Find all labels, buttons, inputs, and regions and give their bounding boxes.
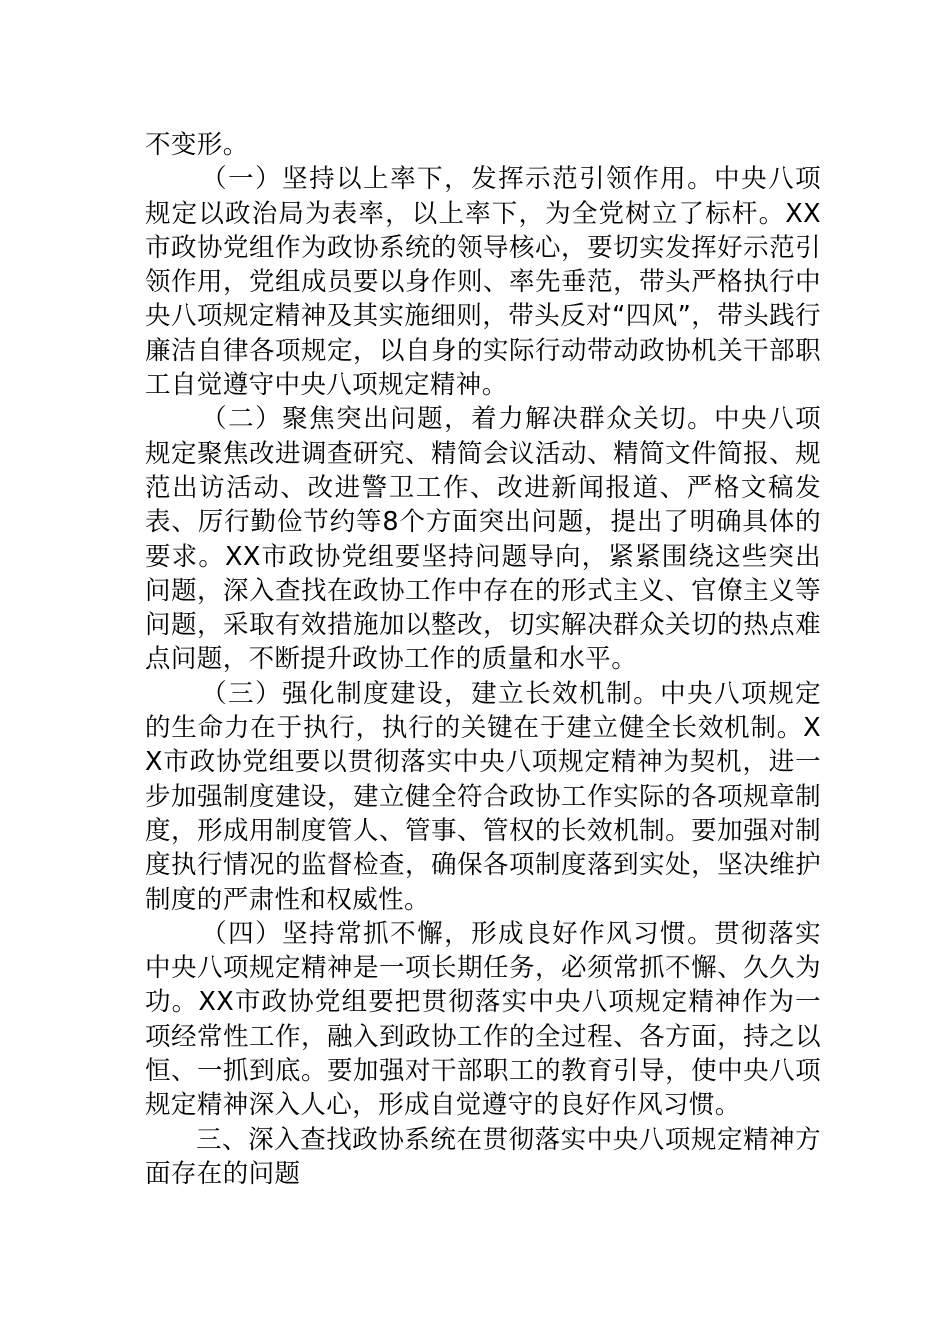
paragraph-point-three: （三）强化制度建设，建立长效机制。中央八项规定的生命力在于执行，执行的关键在于建立健全长效机制。XX市政协党组要以贯彻落实中央八项规定精神为契机，进一步加强制度建设，建立健全符合政协工作实际的各项规章制度，形成用制度管人、管事、管权的长效机制。要加强对制度执行情况的监督检查，确保各项制度落到实处，坚决维护制度的严肃性和权威性。 [145, 678, 821, 915]
document-body [145, 128, 821, 1191]
paragraph-continuation: 不变形。 [145, 130, 249, 160]
paragraph-point-four: （四）坚持常抓不懈，形成良好作风习惯。贯彻落实中央八项规定精神是一项长期任务，必须常抓不懈、久久为功。XX市政协党组要把贯彻落实中央八项规定精神作为一项经常性工作，融入到政协工作的全过程、各方面，持之以恒、一抓到底。要加强对干部职工的教育引导，使中央八项规定精神深入人心，形成自觉遵守的良好作风习惯。 [145, 918, 821, 1121]
paragraph-point-one: （一）坚持以上率下，发挥示范引领作用。中央八项规定以政治局为表率，以上率下，为全党树立了标杆。XX市政协党组作为政协系统的领导核心，要切实发挥好示范引领作用，党组成员要以身作则、率先垂范，带头严格执行中央八项规定精神及其实施细则，带头反对“四风”，带头践行廉洁自律各项规定，以自身的实际行动带动政协机关干部职工自觉遵守中央八项规定精神。 [145, 164, 821, 401]
section-heading-three: 三、深入查找政协系统在贯彻落实中央八项规定精神方面存在的问题 [145, 1124, 821, 1189]
paragraph-point-two: （二）聚焦突出问题，着力解决群众关切。中央八项规定聚焦改进调查研究、精简会议活动、精简文件简报、规范出访活动、改进警卫工作、改进新闻报道、严格文稿发表、厉行勤俭节约等8个方面突出问题，提出了明确具体的要求。XX市政协党组要坚持问题导向，紧紧围绕这些突出问题，深入查找在政协工作中存在的形式主义、官僚主义等问题，采取有效措施加以整改，切实解决群众关切的热点难点问题，不断提升政协工作的质量和水平。 [145, 404, 821, 675]
